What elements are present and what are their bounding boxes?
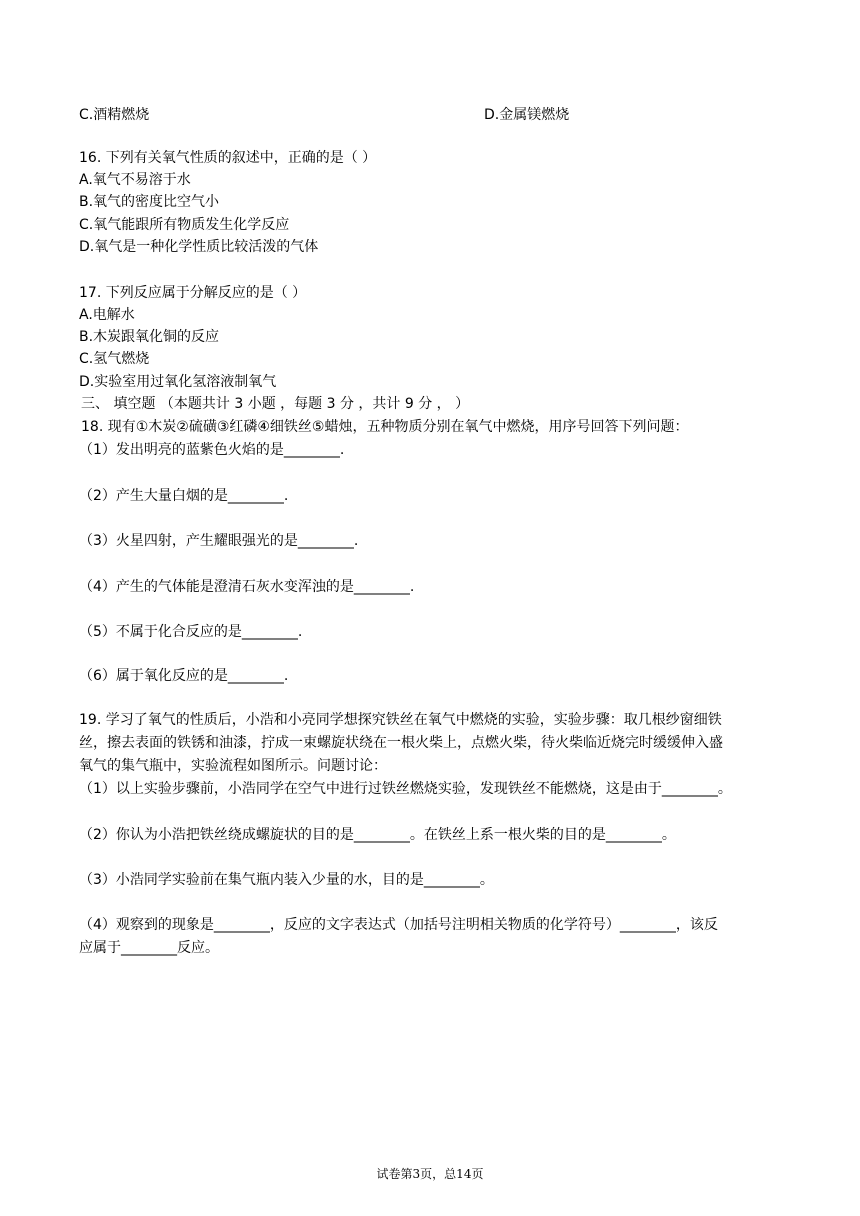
q16-option-d: D.氧气是一种化学性质比较活泼的气体	[79, 239, 319, 255]
q15-option-c: C.酒精燃烧	[79, 107, 150, 123]
q17-option-a: A.电解水	[79, 307, 135, 323]
q18-part-1: （1）发出明亮的蓝紫色火焰的是________.	[79, 442, 345, 458]
q17-option-c: C.氢气燃烧	[79, 351, 150, 367]
q19-stem-line-3: 氧气的集气瓶中，实验流程如图所示。问题讨论：	[79, 758, 387, 774]
page-footer: 试卷第3页，总14页	[376, 1167, 484, 1181]
q16-option-c: C.氧气能跟所有物质发生化学反应	[79, 217, 290, 233]
q19-part-2: （2）你认为小浩把铁丝绕成螺旋状的目的是________。在铁丝上系一根火柴的目的是________。	[79, 827, 676, 843]
q19-stem-line-1: 19. 学习了氧气的性质后，小浩和小亮同学想探究铁丝在氧气中燃烧的实验，实验步骤：取几根纱窗细铁	[79, 712, 722, 728]
q18-stem: 18. 现有①木炭②硫磺③红磷④细铁丝⑤蜡烛，五种物质分别在氧气中燃烧，用序号回答下列问题：	[81, 419, 689, 435]
q17-stem: 17. 下列反应属于分解反应的是（ ）	[79, 285, 307, 301]
q19-stem-line-2: 丝，擦去表面的铁锈和油漆，拧成一束螺旋状绕在一根火柴上，点燃火柴，待火柴临近烧完时缓缓伸入盛	[79, 735, 723, 751]
q17-option-b: B.木炭跟氧化铜的反应	[79, 329, 220, 345]
q19-part-1: （1）以上实验步骤前，小浩同学在空气中进行过铁丝燃烧实验，发现铁丝不能燃烧，这是由于________。	[79, 781, 732, 797]
q16-option-b: B.氧气的密度比空气小	[79, 194, 220, 210]
q17-option-d: D.实验室用过氧化氢溶液制氧气	[79, 374, 277, 390]
q19-part-4-line-1: （4）观察到的现象是________，反应的文字表达式（加括号注明相关物质的化学符号）________，该反	[79, 917, 718, 933]
q16-stem: 16. 下列有关氧气性质的叙述中，正确的是（ ）	[79, 150, 377, 166]
q19-part-3: （3）小浩同学实验前在集气瓶内装入少量的水，目的是________。	[79, 872, 494, 888]
q15-option-d: D.金属镁燃烧	[484, 107, 570, 123]
q18-part-4: （4）产生的气体能是澄清石灰水变浑浊的是________.	[79, 579, 415, 595]
q18-part-6: （6）属于氧化反应的是________.	[79, 668, 289, 684]
q18-part-2: （2）产生大量白烟的是________.	[79, 488, 289, 504]
q18-part-5: （5）不属于化合反应的是________.	[79, 624, 303, 640]
q19-part-4-line-2: 应属于________反应。	[79, 940, 219, 956]
q18-part-3: （3）火星四射，产生耀眼强光的是________.	[79, 533, 359, 549]
q16-option-a: A.氧气不易溶于水	[79, 172, 191, 188]
section3-heading: 三、 填空题 （本题共计 3 小题 ，每题 3 分 ，共计 9 分 ， ）	[81, 396, 470, 412]
